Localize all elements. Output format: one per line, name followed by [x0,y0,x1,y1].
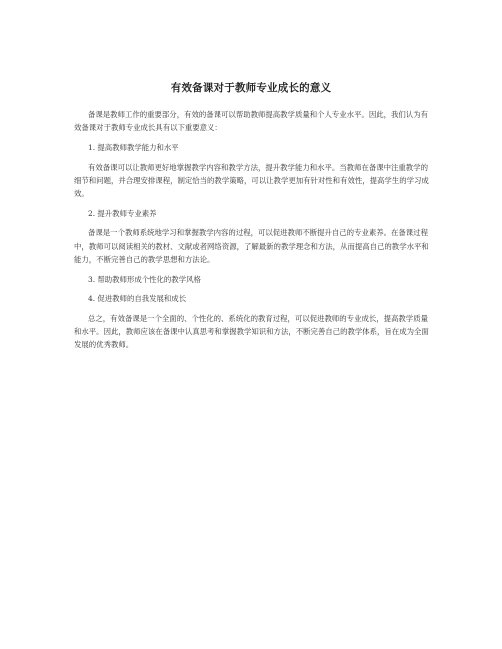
document-body [74,108,430,352]
section-1-heading: 1. 提高教师教学能力和水平 [88,142,179,152]
intro-paragraph: 备课是教师工作的重要部分，有效的备课可以帮助教师提高教学质量和个人专业水平。因此，我们认为有效备课对于教师专业成长具有以下重要意义： [74,110,428,133]
section-3-heading: 3. 帮助教师形成个性化的教学风格 [88,274,201,284]
section-2-body: 备课是一个教师系统地学习和掌握教学内容的过程，可以促进教师不断提升自己的专业素养。在备课过程中，教师可以阅读相关的教材、文献或者网络资源，了解最新的教学理念和方法，从而提高自己的教学水平和能力，不断完善自己的教学思想和方法论。 [74,228,429,264]
section-1-body: 有效备课可以让教师更好地掌握教学内容和教学方法，提升教学能力和水平。当教师在备课中注重教学的细节和问题，并合理安排课程，制定恰当的教学策略，可以让教学更加有针对性和有效性，提高学生的学习成效。 [74,162,429,199]
section-4-heading: 4. 促进教师的自我发展和成长 [88,294,187,304]
conclusion-paragraph: 总之，有效备课是一个全面的、个性化的、系统化的教育过程，可以促进教师的专业成长，提高教学质量和水平。因此，教师应该在备课中认真思考和掌握教学知识和方法，不断完善自己的教学体系，旨在成为全面发展的优秀教师。 [74,313,429,350]
section-2-heading: 2. 提升教师专业素养 [88,208,157,218]
document-title: 有效备课对于教师专业成长的意义 [170,82,332,94]
